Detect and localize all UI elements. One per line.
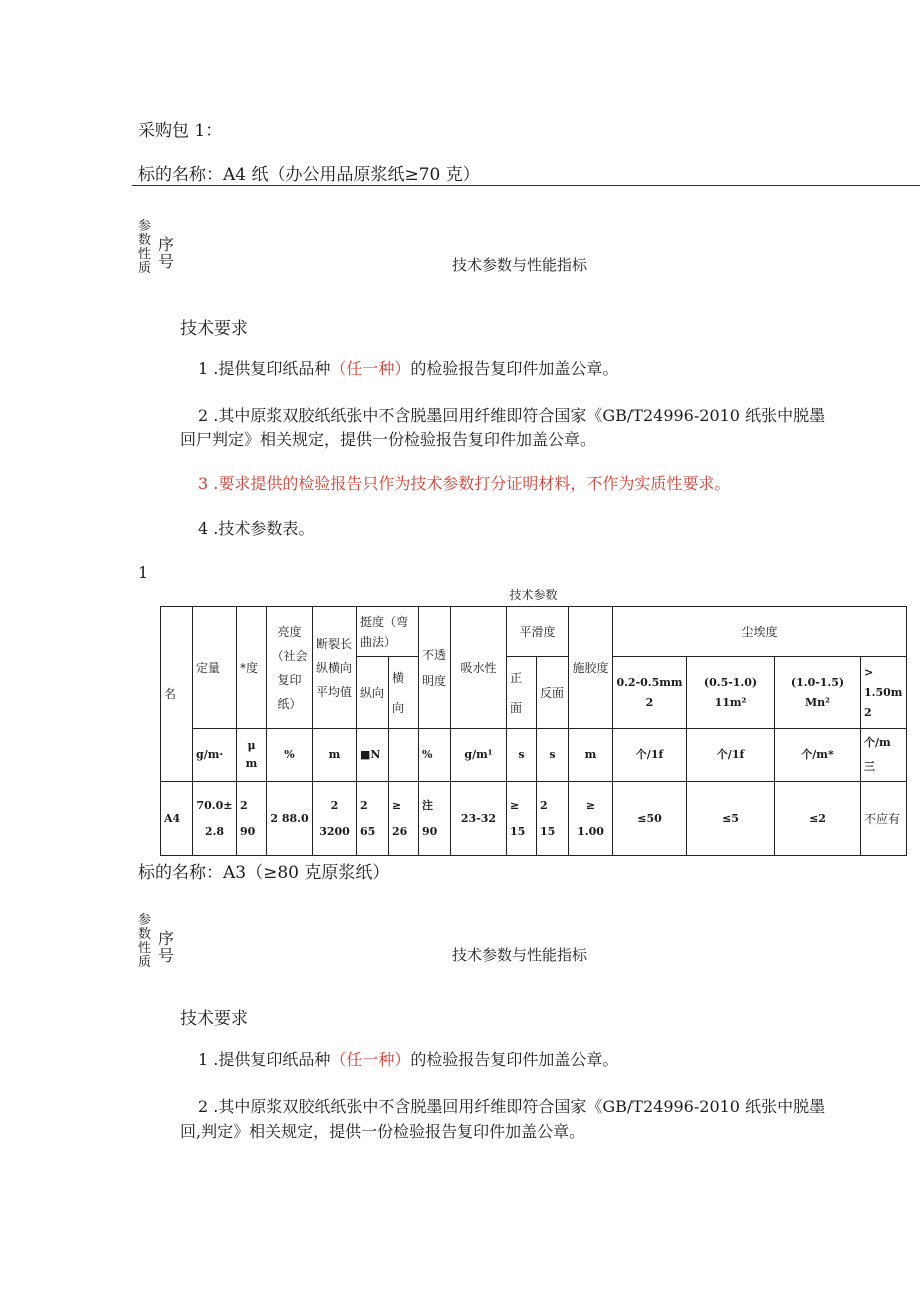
table-index: 1 xyxy=(138,563,149,582)
col-thickness: *度 xyxy=(237,607,267,729)
col-absorb: 吸水性 xyxy=(451,607,507,729)
col-brightness: 亮度（社会复印纸） xyxy=(267,607,313,729)
unit-cell: g/m¹ xyxy=(451,729,507,782)
data-cell: 2 88.0 xyxy=(267,782,313,856)
col-breaking: 断裂长纵横向平均值 xyxy=(313,607,357,729)
req-1: 1 .提供复印纸品种（任一种）的检验报告复印件加盖公章。 xyxy=(198,1050,619,1069)
data-cell: A4 xyxy=(161,782,193,856)
section-title: 技术参数与性能指标 xyxy=(452,256,588,274)
data-cell: ≤2 xyxy=(775,782,861,856)
unit-cell: g/m· xyxy=(193,729,237,782)
col-opacity: 不透明度 xyxy=(419,607,451,729)
unit-cell: m xyxy=(569,729,613,782)
section-title: 技术参数与性能指标 xyxy=(452,946,588,964)
unit-cell: 个/m* xyxy=(775,729,861,782)
unit-cell: s xyxy=(507,729,537,782)
unit-cell: 个/1f xyxy=(613,729,687,782)
unit-cell: % xyxy=(267,729,313,782)
param-nature-label: 参数性质 xyxy=(138,219,152,276)
table-title: 技术参数 xyxy=(161,584,907,607)
data-cell: 不应有 xyxy=(861,782,907,856)
req-4: 4 .技术参数表。 xyxy=(198,519,315,538)
req-2-line1: 2 .其中原浆双胶纸纸张中不含脱墨回用纤维即符合国家《GB/T24996-2010 纸张中脱墨 xyxy=(198,1097,826,1116)
col-stiff-cross: 横向 xyxy=(389,657,419,729)
dust-range-4: > 1.50m 2 xyxy=(861,657,907,729)
package-label: 采购包 1： xyxy=(138,121,223,141)
unit-cell xyxy=(389,729,419,782)
seq-label: 序号 xyxy=(158,929,175,965)
data-cell: 2 15 xyxy=(537,782,569,856)
unit-cell: 个/m 三 xyxy=(861,729,907,782)
data-cell: ≥ 26 xyxy=(389,782,419,856)
col-dust: 尘埃度 xyxy=(613,607,907,657)
data-cell: 2 3200 xyxy=(313,782,357,856)
col-weight: 定量 xyxy=(193,607,237,729)
data-cell: 2 65 xyxy=(357,782,389,856)
dust-range-2: (0.5-1.0) 11m² xyxy=(687,657,775,729)
data-cell: 23-32 xyxy=(451,782,507,856)
unit-cell: ■N xyxy=(357,729,389,782)
col-smooth: 平滑度 xyxy=(507,607,569,657)
req-2-line2: 回,判定》相关规定，提供一份检验报告复印件加盖公章。 xyxy=(180,1122,586,1141)
data-cell: 注 90 xyxy=(419,782,451,856)
param-nature-label: 参数性质 xyxy=(138,913,152,970)
item1-name: 标的名称：A4 纸（办公用品原浆纸≥70 克） xyxy=(138,165,480,185)
unit-cell: % xyxy=(419,729,451,782)
col-stiff-long: 纵向 xyxy=(357,657,389,729)
req-1: 1 .提供复印纸品种（任一种）的检验报告复印件加盖公章。 xyxy=(198,359,619,378)
item2-name: 标的名称：A3（≥80 克原浆纸） xyxy=(138,863,390,883)
data-cell: 70.0± 2.8 xyxy=(193,782,237,856)
data-cell: ≥ 1.00 xyxy=(569,782,613,856)
data-cell: ≤5 xyxy=(687,782,775,856)
req-3: 3 .要求提供的检验报告只作为技术参数打分证明材料，不作为实质性要求。 xyxy=(198,474,731,493)
col-smooth-front: 正面 xyxy=(507,657,537,729)
req-2-line2: 回尸判定》相关规定，提供一份检验报告复印件加盖公章。 xyxy=(180,430,597,449)
col-sizing: 施胶度 xyxy=(569,607,613,729)
unit-cell: s xyxy=(537,729,569,782)
seq-label: 序号 xyxy=(158,235,175,271)
req-2-line1: 2 .其中原浆双胶纸纸张中不含脱墨回用纤维即符合国家《GB/T24996-2010 纸张中脱墨 xyxy=(198,406,826,425)
unit-cell: 个/1f xyxy=(687,729,775,782)
dust-range-1: 0.2-0.5mm 2 xyxy=(613,657,687,729)
col-smooth-back: 反面 xyxy=(537,657,569,729)
dust-range-3: (1.0-1.5) Mn² xyxy=(775,657,861,729)
req-heading: 技术要求 xyxy=(180,319,248,339)
data-cell: 2 90 xyxy=(237,782,267,856)
divider xyxy=(132,185,920,186)
data-cell: ≤50 xyxy=(613,782,687,856)
col-name: 名 xyxy=(161,607,193,782)
data-cell: ≥ 15 xyxy=(507,782,537,856)
req-heading: 技术要求 xyxy=(180,1009,248,1029)
unit-cell: m xyxy=(313,729,357,782)
col-stiffness: 挺度（弯曲法） xyxy=(357,607,419,657)
unit-cell: μ m xyxy=(237,729,267,782)
spec-table xyxy=(160,584,907,856)
